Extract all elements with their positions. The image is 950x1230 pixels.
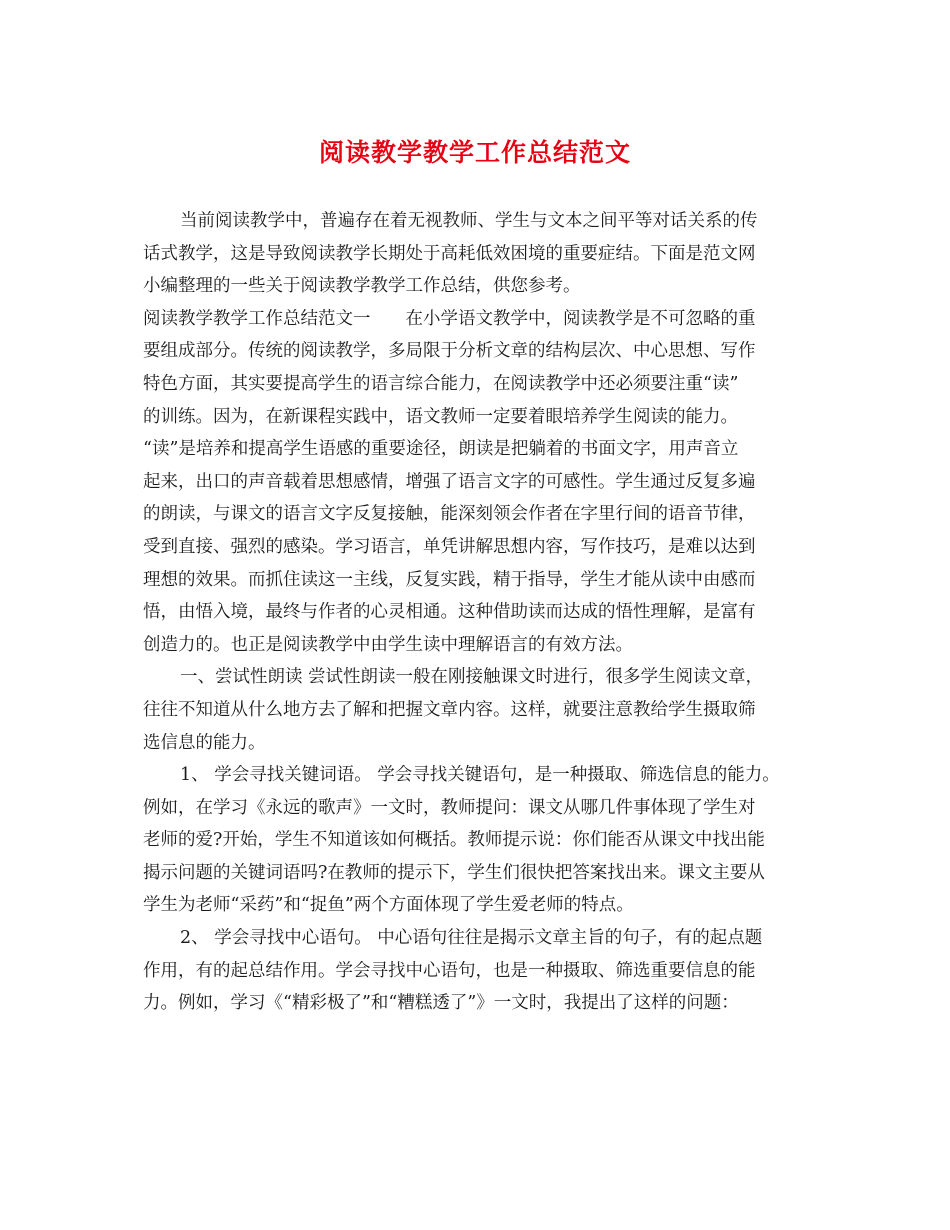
body-line: “读”是培养和提高学生语感的重要途径，朗读是把躺着的书面文字，用声音立	[143, 439, 739, 460]
body-line: 例如，在学习《永远的歌声》一文时，教师提问：课文从哪几件事体现了学生对	[143, 797, 756, 818]
document-body	[143, 205, 823, 1020]
body-line: 作用，有的起总结作用。学会寻找中心语句，也是一种摄取、筛选重要信息的能	[143, 960, 756, 981]
body-line: 起来，出口的声音载着思想感情，增强了语言文字的可感性。学生通过反复多遍	[143, 471, 756, 492]
body-line: 特色方面，其实要提高学生的语言综合能力，在阅读教学中还必须要注重“读”	[143, 373, 739, 394]
body-line: 力。例如，学习《“精彩极了”和“糟糕透了”》一文时，我提出了这样的问题：	[143, 993, 739, 1014]
body-line: 小编整理的一些关于阅读教学教学工作总结，供您参考。	[143, 276, 581, 297]
body-line: 学生为老师“采药”和“捉鱼”两个方面体现了学生爱老师的特点。	[143, 895, 634, 916]
document-title: 阅读教学教学工作总结范文	[318, 138, 631, 167]
body-line: 揭示问题的关键词语吗?在教师的提示下，学生们很快把答案找出来。课文主要从	[143, 862, 765, 883]
body-line: 1、 学会寻找关键词语。 学会寻找关键语句，是一种摄取、筛选信息的能力。	[180, 765, 780, 786]
body-line: 话式教学，这是导致阅读教学长期处于高耗低效困境的重要症结。下面是范文网	[143, 243, 756, 264]
body-line: 选信息的能力。	[143, 732, 266, 753]
body-line: 理想的效果。而抓住读这一主线，反复实践，精于指导，学生才能从读中由感而	[143, 569, 756, 590]
body-line: 受到直接、强烈的感染。学习语言，单凭讲解思想内容，写作技巧，是难以达到	[143, 536, 756, 557]
body-line: 当前阅读教学中，普遍存在着无视教师、学生与文本之间平等对话关系的传	[180, 211, 758, 231]
body-line: 往往不知道从什么地方去了解和把握文章内容。这样，就要注意教给学生摄取筛	[143, 699, 756, 720]
body-line: 阅读教学教学工作总结范文一 在小学语文教学中，阅读教学是不可忽略的重	[143, 308, 756, 329]
body-line: 的训练。因为，在新课程实践中，语文教师一定要着眼培养学生阅读的能力。	[143, 406, 738, 427]
body-line: 2、 学会寻找中心语句。 中心语句往往是揭示文章主旨的句子，有的起点题	[180, 928, 763, 949]
body-line: 的朗读，与课文的语言文字反复接触，能深刻领会作者在字里行间的语音节律，	[143, 504, 756, 525]
body-line: 创造力的。也正是阅读教学中由学生读中理解语言的有效方法。	[143, 634, 633, 655]
body-line: 悟，由悟入境，最终与作者的心灵相通。这种借助读而达成的悟性理解，是富有	[143, 602, 756, 623]
body-line: 一、尝试性朗读 尝试性朗读一般在刚接触课文时进行，很多学生阅读文章，	[180, 667, 764, 688]
body-line: 老师的爱?开始，学生不知道该如何概括。教师提示说：你们能否从课文中找出能	[143, 830, 765, 851]
body-line: 要组成部分。传统的阅读教学，多局限于分析文章的结构层次、中心思想、写作	[143, 341, 756, 362]
